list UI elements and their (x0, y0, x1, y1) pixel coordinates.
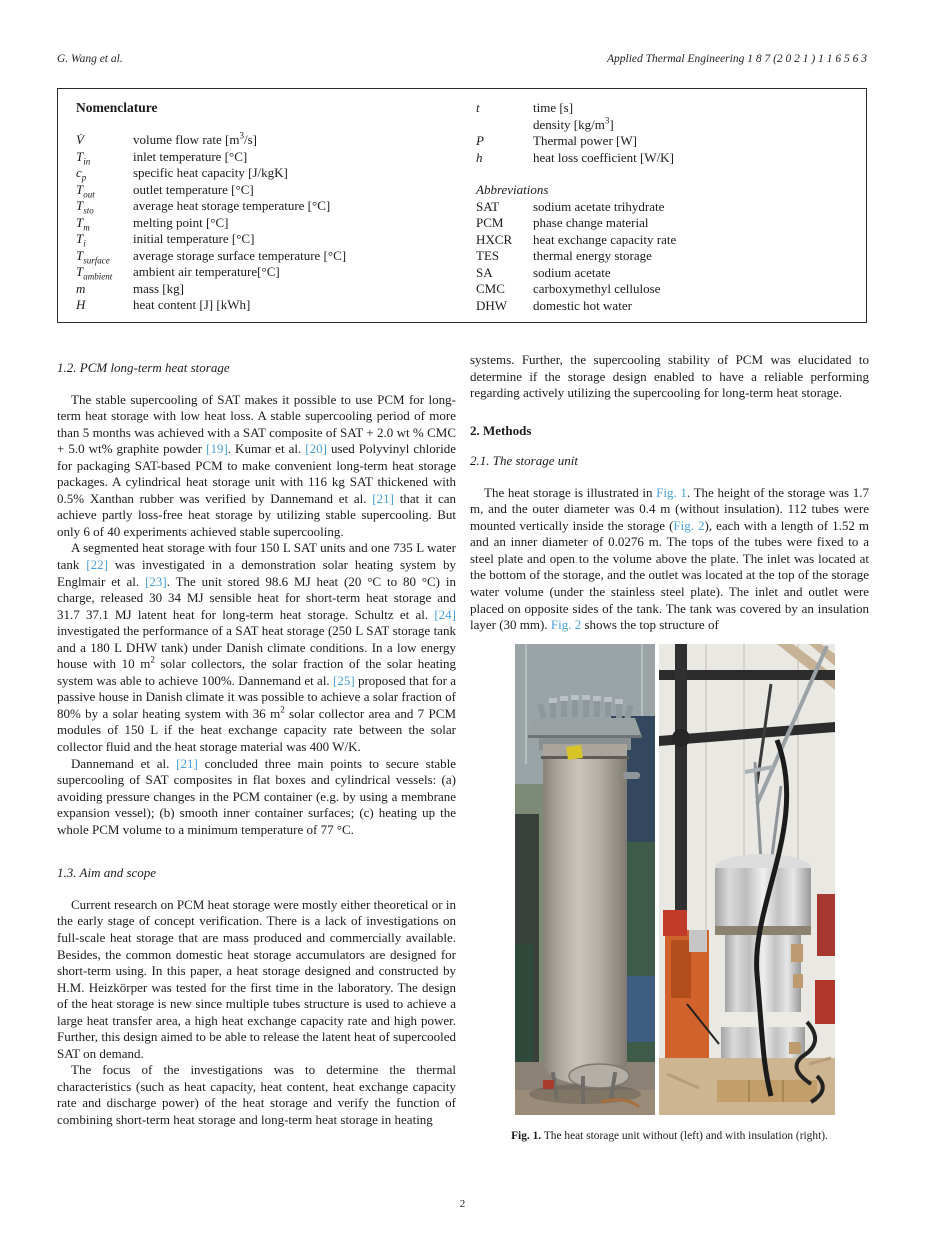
nomenclature-row (476, 281, 856, 298)
symbol: m (76, 280, 86, 296)
symbol: $c_p$ (76, 165, 87, 183)
definition: carboxymethyl cellulose (533, 281, 661, 296)
section-heading: 2. Methods (470, 422, 532, 438)
symbol: CMC (476, 281, 505, 296)
symbol: DHW (476, 297, 508, 313)
definition: mass [kg] (133, 280, 184, 296)
nomenclature-row (76, 132, 456, 149)
paragraph: A segmented heat storage with four 150 L SAT units and one 735 L water tank [22] was investigated in a demonstration solar heating system by Englmair et al. [23]. The unit stored 98.6 MJ heat (20 °C to 80 °C) in charge, released 30 34 MJ sensible heat for short-term heat storage and 31.7 37.1 MJ latent heat for long-term heat storage. Schultz et al. [24] investigated the performance of a SAT heat storage (250 L SAT storage tank and a 180 L DHW tank) under Danish climate conditions. In a low energy house with 10 $m^2$ solar collectors, the solar fraction of the solar heating system was able to achieve 100%. Dannemand et al. [25] proposed that for a passive house in Danish climate it was possible to achieve a solar fraction of 80% by a solar heating system with 36 $m^2$ solar collector area and 7 PCM modules of 150 L if the heat exchange capacity rate between the solar collector fluid and the heat storage material was 400 W/K. (57, 540, 457, 755)
citation-link[interactable]: Fig. 2 (673, 517, 705, 533)
paragraph: systems. Further, the supercooling stability of PCM was elucidated to determine if the storage design enabled to have a reliable performing regarding actively utilizing the supercooling for long-term heat storage. (470, 352, 869, 401)
nomenclature-row (476, 215, 856, 232)
paragraph: The focus of the investigations was to determine the thermal characteristics (such as heat capacity, heat content, heat exchange capacity rate and discharge power) of the heat storage and verify the function of combining short-term heat storage and long-term heat storage in heating (57, 1062, 456, 1127)
nomenclature-row (76, 231, 456, 248)
nomenclature-row (76, 182, 456, 199)
definition: time [s] (533, 100, 574, 115)
running-head-journal: Applied Thermal Engineering 1 8 7 (2 0 2 1 ) 1 1 6 5 6 3 (606, 53, 867, 65)
nomenclature-row (476, 117, 856, 134)
symbol: PCM (476, 215, 504, 230)
definition: thermal energy storage (533, 248, 652, 263)
paragraph: Dannemand et al. [21] concluded three main points to secure stable supercooling of SAT composites in flat boxes and cylindrical vessels: (a) avoiding pressure changes in the PCM container (e.g. by using a membrane expansion vessel); (b) smooth inner container surfaces; (c) heating up the whole PCM volume to a minimum temperature of 77 °C. (57, 755, 457, 837)
nomenclature-row (76, 264, 456, 281)
nomenclature-row (76, 281, 456, 298)
photo-tank-with-insulation (659, 644, 835, 1115)
definition: volume flow rate $[m^3/s]$ (133, 130, 257, 147)
figure-1-caption (470, 1128, 869, 1145)
text-column-left (57, 352, 456, 1129)
definition: density $[kg/m^3]$ (533, 115, 614, 132)
figure-caption-label: Fig. 1. (511, 1129, 542, 1142)
section-heading: 1.3. Aim and scope (57, 865, 157, 881)
citation-link[interactable]: [21] (372, 490, 394, 506)
nomenclature-row (476, 265, 856, 282)
symbol: t (476, 100, 480, 115)
nomenclature-box (57, 88, 867, 323)
paragraph: Current research on PCM heat storage were mostly either theoretical or in the early stage of concept verification. There is a lack of investigations on full-scale heat storage that are mass produced and commercially available. Besides, the common domestic heat storage accumulators are designed for short-term using. In this paper, a heat storage designed and constructed by H.M. Heizkörper was tested for the first time in the laboratory. The design of the heat storage is new since multiple tubes structure is used to achieve a large heat transfer area, a high heat exchange capacity rate and high power. Further, this design aimed to be able to release the latent heat of supercooled SAT on demand. (57, 896, 456, 1061)
nomenclature-row (76, 198, 456, 215)
definition: initial temperature [°C] (133, 231, 255, 246)
nomenclature-row (476, 199, 856, 216)
citation-link[interactable]: [22] (86, 557, 108, 573)
definition: sodium acetate (533, 264, 611, 280)
symbol: H (76, 297, 86, 312)
citation-link[interactable]: Fig. 1 (656, 484, 687, 500)
figure-1-photos (515, 644, 835, 1115)
section-heading: 2.1. The storage unit (470, 453, 578, 469)
nomenclature-row (76, 165, 456, 182)
definition: specific heat capacity [J/kgK] (133, 165, 288, 180)
figure-caption-text: The heat storage unit without (left) and with insulation (right). (543, 1129, 828, 1142)
definition: heat content [J] [kWh] (133, 297, 251, 312)
abbreviation-rows (476, 199, 856, 315)
definition: average storage surface temperature [°C] (133, 247, 347, 263)
nomenclature-row (476, 232, 856, 249)
citation-link[interactable]: [19] (206, 441, 228, 457)
paragraph: The stable supercooling of SAT makes it possible to use PCM for long-term heat storage with low heat loss. A stable supercooling period of more than 5 months was achieved with a SAT composite of SAT + 2.0 wt % CMC + 5.0 wt% graphite powder [19]. Kumar et al. [20] used Polyvinyl chloride for packaging SAT-based PCM to make convenient long-term heat storage packages. A cylindrical heat storage unit with 116 kg SAT thickened with 0.5% Xanthan rubber was verified by Dannemand et al. [21] that it can achieve partly loss-free heat storage by utilizing stable supercooling. But only 6 of 40 experiments achieved stable supercooling. (57, 391, 456, 539)
citation-link[interactable]: [20] (305, 441, 327, 457)
nomenclature-row (76, 149, 456, 166)
symbol: SAT (476, 198, 500, 214)
paragraph: The heat storage is illustrated in Fig. 1. The height of the storage was 1.7 m, and the outer diameter was 0.4 m (without insulation). 112 tubes were mounted vertically inside the storage (Fig. 2), each with a length of 1.52 m and an inner diameter of 0.0276 m. The tops of the tubes were fixed to a steel plate and open to the volume above the plate. The inlet was located at the bottom of the storage, and the outlet was located at the top of the storage water volume (under the stainless steel plate). The inlet and outlet were placed on opposite sides of the tank. The tank was covered by an insulation layer (30 mm). Fig. 2 shows the top structure of (470, 484, 869, 633)
citation-link[interactable]: Fig. 2 (550, 617, 582, 633)
abbreviations-title: Abbreviations (476, 182, 549, 197)
definition: Thermal power [W] (533, 133, 637, 148)
nomenclature-row (476, 298, 856, 315)
nomenclature-title: Nomenclature (76, 100, 158, 115)
symbol: $T_i$ (76, 231, 86, 249)
running-head-authors: G. Wang et al. (57, 53, 123, 65)
definition: ambient air temperature[°C] (133, 264, 280, 279)
nomenclature-row (76, 297, 456, 314)
nomenclature-symbol-rows (476, 100, 856, 166)
citation-link[interactable]: [21] (176, 755, 198, 771)
text-column-right (470, 352, 869, 1144)
definition: phase change material (533, 215, 649, 230)
symbol: h (476, 149, 483, 165)
citation-link[interactable]: [24] (434, 606, 456, 622)
symbol: TES (476, 248, 500, 263)
symbol: P (476, 133, 484, 148)
definition: heat loss coefficient [W/K] (533, 149, 674, 165)
nomenclature-row (476, 248, 856, 265)
definition: domestic hot water (533, 297, 632, 313)
symbol: $T_{surface}$ (76, 247, 110, 266)
nomenclature-row (476, 100, 856, 117)
definition: heat exchange capacity rate (533, 231, 677, 247)
section-heading: 1.2. PCM long-term heat storage (57, 360, 230, 375)
symbol: $T_{out}$ (76, 181, 95, 200)
definition: inlet temperature [°C] (133, 148, 248, 164)
symbol (476, 117, 533, 134)
symbol: $T_{in}$ (76, 148, 91, 167)
nomenclature-row (76, 215, 456, 232)
nomenclature-row (476, 133, 856, 150)
symbol: $T_{ambient}$ (76, 264, 113, 282)
definition: melting point [°C] (133, 214, 229, 230)
definition: outlet temperature [°C] (133, 181, 254, 197)
nomenclature-right-column (476, 100, 856, 314)
photo-tank-without-insulation (515, 644, 655, 1115)
citation-link[interactable]: [23] (145, 573, 167, 589)
page-number: 2 (459, 1198, 466, 1210)
right-column-text (470, 352, 869, 634)
symbol: HXCR (476, 231, 513, 247)
nomenclature-row (76, 248, 456, 265)
citation-link[interactable]: [25] (333, 672, 355, 688)
symbol: V̇ (76, 132, 84, 147)
nomenclature-left-column (76, 132, 456, 314)
definition: sodium acetate trihydrate (533, 198, 665, 214)
symbol: $T_m$ (76, 214, 90, 233)
nomenclature-row (476, 150, 856, 167)
definition: average heat storage temperature [°C] (133, 198, 331, 213)
symbol: $T_{sto}$ (76, 198, 94, 216)
symbol: SA (476, 264, 493, 280)
